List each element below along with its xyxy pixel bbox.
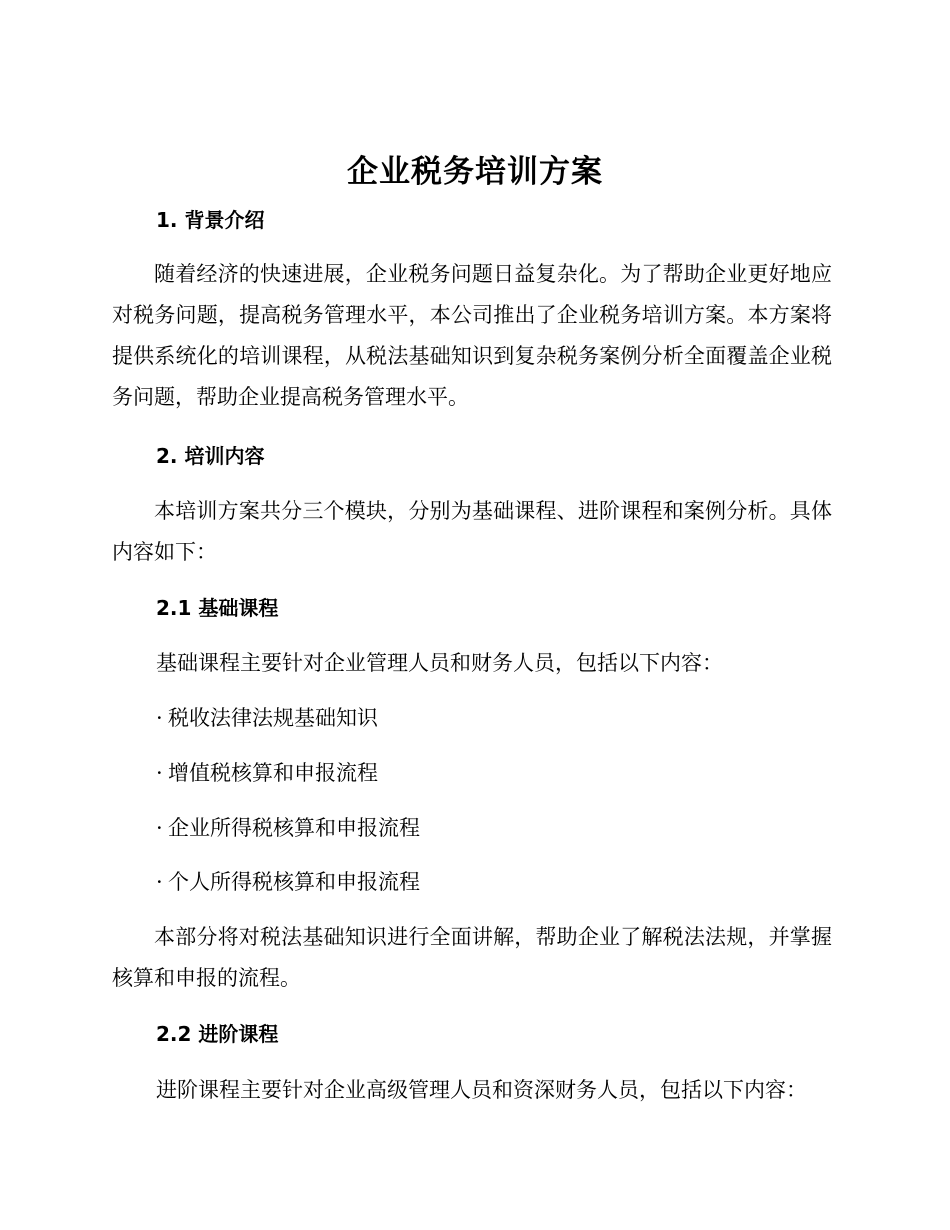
list-item (156, 812, 420, 844)
bullet-marker: · (156, 761, 163, 785)
content-paragraph: 本培训方案共分三个模块，分别为基础课程、进阶课程和案例分析。具体内容如下： (112, 499, 832, 564)
list-item (156, 757, 378, 789)
bullet-marker: · (156, 706, 163, 730)
subsection-heading-advanced: 2.2 进阶课程 (156, 1022, 279, 1046)
list-item (156, 702, 378, 734)
list-item (156, 866, 420, 898)
list-item-text: 个人所得税核算和申报流程 (168, 870, 420, 894)
list-item-text: 税收法律法规基础知识 (168, 706, 378, 730)
document-title: 企业税务培训方案 (347, 154, 603, 190)
list-item-text: 增值税核算和申报流程 (168, 761, 378, 785)
bullet-marker: · (156, 870, 163, 894)
section-heading-background: 1. 背景介绍 (156, 208, 265, 232)
basic-course-closing: 本部分将对税法基础知识进行全面讲解，帮助企业了解税法法规，并掌握核算和申报的流程。 (112, 925, 832, 990)
subsection-heading-basic: 2.1 基础课程 (156, 596, 279, 620)
section-heading-content: 2. 培训内容 (156, 444, 265, 468)
background-paragraph: 随着经济的快速进展，企业税务问题日益复杂化。为了帮助企业更好地应对税务问题，提高税务管理水平，本公司推出了企业税务培训方案。本方案将提供系统化的培训课程，从税法基础知识到复杂税务案例分析全面覆盖企业税务问题，帮助企业提高税务管理水平。 (112, 262, 832, 409)
advanced-course-intro: 进阶课程主要针对企业高级管理人员和资深财务人员，包括以下内容： (156, 1078, 807, 1102)
list-item-text: 企业所得税核算和申报流程 (168, 816, 420, 840)
basic-course-intro: 基础课程主要针对企业管理人员和财务人员，包括以下内容： (156, 651, 723, 675)
bullet-marker: · (156, 816, 163, 840)
